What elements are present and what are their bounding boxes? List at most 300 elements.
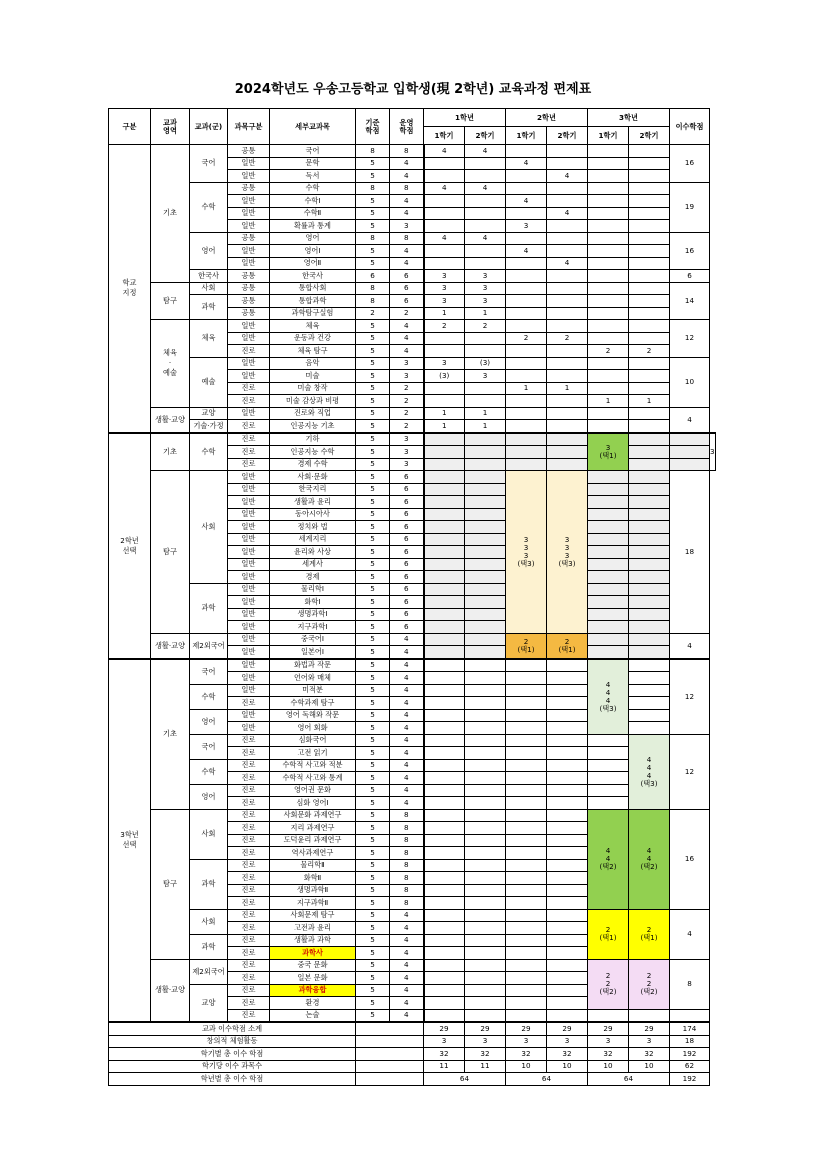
base-credit: 2 — [356, 307, 390, 320]
credit-cell: 4 — [506, 195, 547, 208]
credit-cell — [629, 145, 670, 158]
credit-cell — [424, 633, 465, 646]
op-credit: 4 — [390, 784, 424, 797]
credit-cell — [506, 884, 547, 897]
credit-cell — [588, 508, 629, 521]
credit-cell — [465, 170, 506, 183]
credit-cell — [547, 145, 588, 158]
subject-name: 생명과학Ⅱ — [270, 884, 356, 897]
credit-cell — [629, 446, 670, 459]
credit-cell — [629, 471, 670, 484]
credit-cell — [465, 659, 506, 672]
course-type: 일반 — [228, 596, 270, 609]
credit-cell — [547, 220, 588, 233]
credit-cell — [424, 345, 465, 358]
credit-cell — [629, 659, 670, 672]
credit-cell — [547, 307, 588, 320]
summary-value: 11 — [465, 1060, 506, 1073]
credit-cell — [465, 257, 506, 270]
credit-cell — [424, 1009, 465, 1022]
course-type: 진로 — [228, 822, 270, 835]
op-credit: 8 — [390, 145, 424, 158]
credit-cell — [465, 646, 506, 659]
base-credit: 5 — [356, 797, 390, 810]
credit-cell — [506, 997, 547, 1010]
credit-cell — [465, 546, 506, 559]
credit-cell — [547, 672, 588, 685]
credit-cell — [424, 646, 465, 659]
base-credit: 5 — [356, 697, 390, 710]
credit-cell: 3 — [506, 220, 547, 233]
table-row — [109, 433, 716, 446]
base-credit: 5 — [356, 659, 390, 672]
op-credit: 6 — [390, 521, 424, 534]
table-row — [109, 282, 716, 295]
base-credit: 6 — [356, 270, 390, 283]
credit-cell — [588, 195, 629, 208]
credit-cell — [547, 370, 588, 383]
subject-name: 고전 읽기 — [270, 747, 356, 760]
subject-name: 사회·문화 — [270, 471, 356, 484]
course-type: 일반 — [228, 157, 270, 170]
summary-total: 174 — [670, 1022, 710, 1035]
credit-cell — [424, 709, 465, 722]
credit-cell — [465, 909, 506, 922]
subject-group: 수학 — [190, 182, 228, 232]
credit-cell: 3 — [424, 357, 465, 370]
credit-cell — [547, 759, 588, 772]
op-credit: 4 — [390, 759, 424, 772]
table-row — [109, 784, 716, 797]
credit-cell — [506, 759, 547, 772]
credit-cell — [465, 947, 506, 960]
course-type: 일반 — [228, 546, 270, 559]
base-credit: 8 — [356, 295, 390, 308]
credit-cell — [424, 834, 465, 847]
subject-group: 기술·가정 — [190, 420, 228, 433]
op-credit: 4 — [390, 320, 424, 333]
credit-cell: 3 — [424, 282, 465, 295]
course-type: 일반 — [228, 207, 270, 220]
base-credit: 5 — [356, 934, 390, 947]
credit-cell — [424, 471, 465, 484]
subject-name: 역사과제연구 — [270, 847, 356, 860]
table-cell — [356, 1048, 424, 1061]
credit-cell — [588, 483, 629, 496]
credit-cell: 3 — [424, 295, 465, 308]
section-label: 2학년 선택 — [109, 433, 151, 659]
course-type: 진로 — [228, 959, 270, 972]
credit-cell — [424, 596, 465, 609]
op-credit: 8 — [390, 847, 424, 860]
credit-cell — [465, 571, 506, 584]
base-credit: 5 — [356, 420, 390, 433]
base-credit: 5 — [356, 759, 390, 772]
course-type: 일반 — [228, 370, 270, 383]
credit-cell — [588, 232, 629, 245]
summary-row — [109, 1035, 716, 1048]
credit-cell — [547, 797, 588, 810]
course-type: 진로 — [228, 395, 270, 408]
course-type: 일반 — [228, 508, 270, 521]
credit-cell — [629, 646, 670, 659]
credit-cell — [465, 207, 506, 220]
credit-cell — [506, 822, 547, 835]
course-type: 진로 — [228, 809, 270, 822]
course-type: 진로 — [228, 697, 270, 710]
credit-cell — [547, 458, 588, 471]
credit-cell — [629, 571, 670, 584]
credit-cell — [547, 859, 588, 872]
credit-cell — [629, 483, 670, 496]
credit-cell — [506, 370, 547, 383]
credit-cell — [506, 859, 547, 872]
curriculum-table — [108, 108, 716, 1086]
credit-cell — [424, 884, 465, 897]
total-credit: 4 — [670, 909, 710, 959]
credit-cell — [670, 446, 710, 459]
base-credit: 5 — [356, 496, 390, 509]
credit-cell — [547, 947, 588, 960]
credit-cell — [588, 332, 629, 345]
subject-group: 사회 — [190, 471, 228, 584]
subject-group: 사회 — [190, 809, 228, 859]
op-credit: 4 — [390, 697, 424, 710]
op-credit: 4 — [390, 245, 424, 258]
summary-value: 29 — [629, 1022, 670, 1035]
base-credit: 5 — [356, 959, 390, 972]
table-row — [109, 633, 716, 646]
base-credit: 5 — [356, 508, 390, 521]
course-type: 진로 — [228, 345, 270, 358]
credit-cell — [547, 997, 588, 1010]
area-label: 생활·교양 — [151, 407, 190, 433]
credit-cell — [547, 897, 588, 910]
subject-group: 예술 — [190, 357, 228, 407]
summary-total: 192 — [670, 1048, 710, 1061]
credit-cell — [547, 407, 588, 420]
course-type: 일반 — [228, 684, 270, 697]
op-credit: 6 — [390, 621, 424, 634]
credit-cell — [547, 684, 588, 697]
credit-cell — [547, 709, 588, 722]
base-credit: 5 — [356, 345, 390, 358]
table-row — [109, 959, 716, 972]
credit-cell: 2 — [629, 345, 670, 358]
credit-cell — [506, 395, 547, 408]
credit-cell — [547, 245, 588, 258]
credit-cell — [424, 533, 465, 546]
total-credit: 10 — [670, 357, 710, 407]
credit-cell — [424, 809, 465, 822]
credit-cell — [465, 1009, 506, 1022]
credit-cell — [588, 747, 629, 760]
credit-cell — [588, 182, 629, 195]
table-row — [109, 420, 716, 433]
credit-cell: 1 — [547, 382, 588, 395]
credit-cell — [629, 697, 670, 710]
credit-cell — [588, 521, 629, 534]
course-type: 진로 — [228, 420, 270, 433]
page-title: 2024학년도 우송고등학교 입학생(現 2학년) 교육과정 편제표 — [234, 82, 592, 97]
table-cell — [356, 1035, 424, 1048]
op-credit: 3 — [390, 357, 424, 370]
op-credit: 3 — [390, 458, 424, 471]
subject-name: 생활과 윤리 — [270, 496, 356, 509]
credit-cell — [465, 558, 506, 571]
credit-cell — [424, 496, 465, 509]
credit-cell — [629, 709, 670, 722]
credit-cell — [506, 747, 547, 760]
summary-value: 32 — [465, 1048, 506, 1061]
course-type: 일반 — [228, 558, 270, 571]
op-credit: 4 — [390, 170, 424, 183]
summary-value: 32 — [547, 1048, 588, 1061]
base-credit: 5 — [356, 458, 390, 471]
course-type: 진로 — [228, 884, 270, 897]
credit-cell — [506, 947, 547, 960]
base-credit: 5 — [356, 847, 390, 860]
op-credit: 4 — [390, 684, 424, 697]
subject-group: 사회 — [190, 909, 228, 934]
credit-cell — [424, 997, 465, 1010]
credit-cell: 2 — [588, 345, 629, 358]
credit-cell — [424, 332, 465, 345]
credit-cell — [588, 257, 629, 270]
subject-name: 인공지능 수학 — [270, 446, 356, 459]
credit-cell — [506, 257, 547, 270]
subject-name: 수학과제 탐구 — [270, 697, 356, 710]
subject-group: 영어 — [190, 784, 228, 809]
table-cell — [356, 1022, 424, 1035]
credit-cell: 2 — [547, 332, 588, 345]
credit-cell — [424, 621, 465, 634]
subject-name: 사회문제 탐구 — [270, 909, 356, 922]
header-cell: 1학기 — [506, 127, 547, 145]
op-credit: 4 — [390, 207, 424, 220]
credit-cell — [465, 759, 506, 772]
credit-cell — [465, 797, 506, 810]
credit-cell: 2 — [506, 332, 547, 345]
subject-name: 수학적 사고와 통계 — [270, 772, 356, 785]
credit-cell — [588, 583, 629, 596]
course-type: 일반 — [228, 633, 270, 646]
course-type: 진로 — [228, 872, 270, 885]
credit-cell — [506, 972, 547, 985]
credit-cell — [506, 295, 547, 308]
base-credit: 5 — [356, 320, 390, 333]
course-type: 진로 — [228, 947, 270, 960]
credit-cell — [588, 145, 629, 158]
base-credit: 5 — [356, 583, 390, 596]
op-credit: 4 — [390, 633, 424, 646]
table-row — [109, 734, 716, 747]
credit-cell: 4 — [424, 145, 465, 158]
credit-cell — [588, 633, 629, 646]
subject-group: 한국사 — [190, 270, 228, 283]
credit-cell — [506, 809, 547, 822]
course-type: 공통 — [228, 307, 270, 320]
credit-cell — [465, 533, 506, 546]
base-credit: 5 — [356, 633, 390, 646]
header-cell: 1학기 — [588, 127, 629, 145]
credit-cell — [424, 722, 465, 735]
credit-cell — [465, 697, 506, 710]
summary-label: 학년별 총 이수 학점 — [109, 1073, 356, 1086]
credit-cell — [547, 1009, 588, 1022]
course-type: 진로 — [228, 458, 270, 471]
credit-cell — [588, 496, 629, 509]
credit-cell — [588, 157, 629, 170]
course-type: 일반 — [228, 257, 270, 270]
summary-row — [109, 1048, 716, 1061]
header-cell: 1학년 — [424, 109, 506, 127]
base-credit: 5 — [356, 245, 390, 258]
course-type: 공통 — [228, 145, 270, 158]
credit-cell: 1 — [465, 407, 506, 420]
credit-cell: 3 — [465, 282, 506, 295]
credit-cell — [588, 571, 629, 584]
base-credit: 5 — [356, 357, 390, 370]
base-credit: 8 — [356, 182, 390, 195]
base-credit: 5 — [356, 483, 390, 496]
summary-value: 29 — [588, 1022, 629, 1035]
credit-cell — [506, 684, 547, 697]
base-credit: 5 — [356, 170, 390, 183]
summary-value: 3 — [424, 1035, 465, 1048]
subject-name: 일본어Ⅰ — [270, 646, 356, 659]
table-row — [109, 320, 716, 333]
op-credit: 6 — [390, 282, 424, 295]
base-credit: 5 — [356, 608, 390, 621]
table-cell — [356, 1073, 424, 1086]
summary-value: 64 — [588, 1073, 670, 1086]
subject-name: 심화국어 — [270, 734, 356, 747]
credit-cell — [547, 747, 588, 760]
credit-cell: 1 — [629, 395, 670, 408]
op-credit: 4 — [390, 947, 424, 960]
credit-cell — [588, 170, 629, 183]
summary-value: 3 — [547, 1035, 588, 1048]
choice-cell: 3 3 3 (택3) — [547, 471, 588, 634]
op-credit: 6 — [390, 571, 424, 584]
credit-cell — [506, 872, 547, 885]
subject-name: 정치와 법 — [270, 521, 356, 534]
base-credit: 5 — [356, 621, 390, 634]
summary-total: 192 — [670, 1073, 710, 1086]
course-type: 진로 — [228, 759, 270, 772]
credit-cell — [629, 684, 670, 697]
credit-cell — [588, 558, 629, 571]
course-type: 공통 — [228, 270, 270, 283]
credit-cell: (3) — [465, 357, 506, 370]
credit-cell — [629, 496, 670, 509]
credit-cell — [424, 697, 465, 710]
subject-name: 심화 영어Ⅰ — [270, 797, 356, 810]
area-label: 탐구 — [151, 282, 190, 320]
credit-cell — [424, 170, 465, 183]
credit-cell — [506, 182, 547, 195]
credit-cell — [547, 784, 588, 797]
credit-cell — [588, 270, 629, 283]
credit-cell — [629, 672, 670, 685]
table-row — [109, 909, 716, 922]
subject-name: 화학Ⅱ — [270, 872, 356, 885]
course-type: 진로 — [228, 784, 270, 797]
credit-cell — [424, 207, 465, 220]
op-credit: 4 — [390, 195, 424, 208]
credit-cell — [629, 633, 670, 646]
credit-cell — [465, 984, 506, 997]
credit-cell — [506, 170, 547, 183]
credit-cell — [506, 320, 547, 333]
credit-cell — [465, 633, 506, 646]
course-type: 진로 — [228, 922, 270, 935]
credit-cell — [547, 909, 588, 922]
summary-value: 32 — [588, 1048, 629, 1061]
credit-cell — [588, 646, 629, 659]
subject-name: 미술 — [270, 370, 356, 383]
summary-value: 10 — [629, 1060, 670, 1073]
course-type: 공통 — [228, 295, 270, 308]
op-credit: 2 — [390, 407, 424, 420]
credit-cell — [588, 533, 629, 546]
subject-name: 중국어Ⅰ — [270, 633, 356, 646]
credit-cell — [547, 772, 588, 785]
base-credit: 5 — [356, 1009, 390, 1022]
op-credit: 8 — [390, 232, 424, 245]
course-type: 일반 — [228, 709, 270, 722]
credit-cell — [465, 884, 506, 897]
credit-cell — [506, 345, 547, 358]
credit-cell — [547, 697, 588, 710]
area-label: 생활·교양 — [151, 633, 190, 659]
course-type: 진로 — [228, 997, 270, 1010]
credit-cell — [588, 295, 629, 308]
credit-cell — [547, 345, 588, 358]
total-credit: 4 — [670, 407, 710, 433]
choice-cell: 2 (택1) — [629, 909, 670, 959]
credit-cell — [465, 734, 506, 747]
credit-cell — [424, 583, 465, 596]
summary-value: 64 — [424, 1073, 506, 1086]
base-credit: 5 — [356, 596, 390, 609]
course-type: 일반 — [228, 332, 270, 345]
credit-cell — [465, 195, 506, 208]
summary-value: 32 — [424, 1048, 465, 1061]
base-credit: 5 — [356, 446, 390, 459]
credit-cell — [547, 884, 588, 897]
op-credit: 8 — [390, 897, 424, 910]
base-credit: 5 — [356, 747, 390, 760]
op-credit: 4 — [390, 672, 424, 685]
total-credit: 3 — [710, 433, 716, 471]
credit-cell — [506, 722, 547, 735]
credit-cell — [629, 583, 670, 596]
base-credit: 5 — [356, 822, 390, 835]
op-credit: 2 — [390, 382, 424, 395]
subject-group: 체육 — [190, 320, 228, 358]
credit-cell — [547, 809, 588, 822]
credit-cell — [629, 722, 670, 735]
course-type: 일반 — [228, 571, 270, 584]
credit-cell — [424, 382, 465, 395]
credit-cell — [506, 797, 547, 810]
total-credit: 18 — [670, 471, 710, 634]
credit-cell: 2 — [465, 320, 506, 333]
total-credit: 6 — [670, 270, 710, 283]
header-cell: 2학년 — [506, 109, 588, 127]
